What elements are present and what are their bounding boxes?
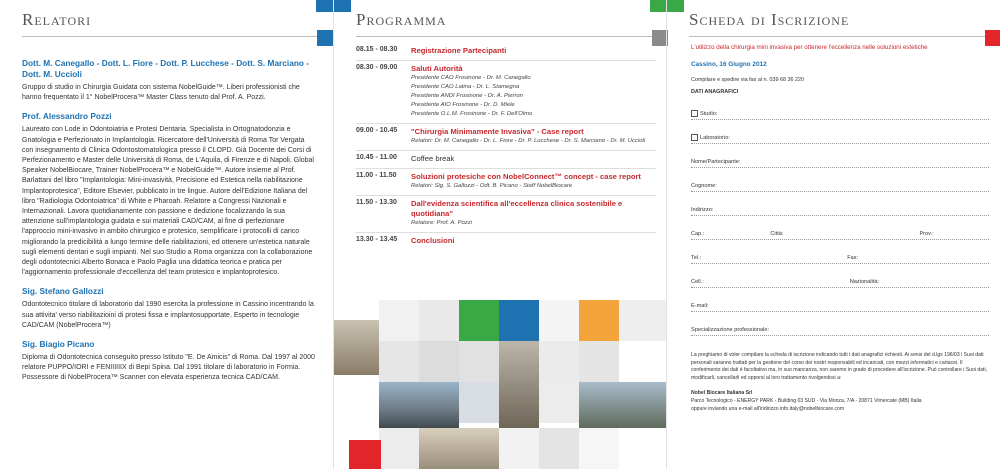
mosaic-tile bbox=[539, 300, 579, 341]
mosaic-tile bbox=[539, 428, 579, 469]
email-label: E-mail: bbox=[691, 303, 709, 309]
relatori-title: Relatori bbox=[22, 10, 92, 29]
scheda-header bbox=[689, 10, 1000, 42]
program-time: 10.45 - 11.00 bbox=[356, 154, 397, 161]
pozzi-name: Prof. Alessandro Pozzi bbox=[22, 111, 112, 122]
email-field[interactable] bbox=[691, 288, 989, 312]
program-row bbox=[356, 123, 656, 150]
specializzazione-label: Specializzazione professionale: bbox=[691, 327, 770, 333]
studio-label: Studio: bbox=[700, 110, 718, 117]
program-time: 09.00 - 10.45 bbox=[356, 127, 398, 134]
program-row bbox=[356, 60, 656, 123]
cognome-field[interactable] bbox=[691, 168, 989, 192]
program-row bbox=[356, 43, 656, 60]
program-sub: Relatori: Sig. S. Gallozzi - Odt. B. Picano - Staff NobelBiocare bbox=[411, 183, 573, 189]
program-sub: Relatore: Prof. A. Pozzi bbox=[411, 220, 473, 226]
company-name: Nobel Biocare Italiana Srl bbox=[691, 390, 753, 397]
picano-name: Sig. Biagio Picano bbox=[22, 339, 95, 350]
laboratorio-label: Laboratorio: bbox=[700, 134, 730, 141]
image-mosaic bbox=[334, 300, 667, 469]
photo-landscape bbox=[579, 382, 667, 428]
photo-cloister bbox=[419, 428, 499, 469]
tel-label: Tel.: bbox=[691, 255, 702, 261]
gallozzi-bio: Odontotecnico titolare di laboratorio dal 1990 esercita la professione in Cassino incentrando la sua attivita' verso riabilitazioini di protesi fissa e implantosupportate. Esperto in tecnologie CAD/CAM (NobelProcera™) bbox=[22, 301, 314, 329]
citta-label: Città: bbox=[770, 231, 784, 237]
header-rule bbox=[689, 36, 1000, 37]
mosaic-tile-orange bbox=[579, 300, 619, 341]
mosaic-tile bbox=[379, 341, 419, 382]
cell-label: Cell.: bbox=[691, 279, 704, 285]
mosaic-tile bbox=[459, 382, 499, 423]
relatori-header bbox=[22, 10, 333, 42]
mosaic-tile bbox=[539, 382, 579, 423]
program-title: Soluzioni protesiche con NobelConnect™ concept - case report bbox=[411, 172, 641, 181]
mosaic-tile bbox=[539, 341, 579, 382]
company-address: Parco Tecnologico - ENERGY PARK - Building 03 SUD - Via Monza, 7/A - 20871 Vimercate (MB) Italia bbox=[691, 397, 922, 404]
studio-checkbox[interactable] bbox=[691, 110, 698, 117]
relatori-panel bbox=[0, 0, 333, 469]
header-rule bbox=[356, 36, 667, 37]
program-row bbox=[356, 168, 656, 195]
scheda-panel bbox=[666, 0, 1000, 469]
laboratorio-field[interactable] bbox=[691, 120, 989, 144]
blue-corner-square bbox=[334, 0, 351, 12]
form-body bbox=[691, 44, 989, 413]
blue-corner-square bbox=[316, 0, 333, 12]
mosaic-tile bbox=[419, 300, 459, 341]
cap-label: Cap.: bbox=[691, 231, 705, 237]
blue-square bbox=[317, 30, 333, 46]
photo-abbey-view bbox=[379, 382, 459, 428]
program-time: 11.00 - 11.50 bbox=[356, 172, 397, 179]
mosaic-tile bbox=[579, 428, 619, 469]
mosaic-tile bbox=[619, 300, 667, 341]
gallozzi-name: Sig. Stefano Gallozzi bbox=[22, 286, 104, 297]
mosaic-tile bbox=[579, 341, 619, 382]
cell-nazionalita-field[interactable] bbox=[691, 264, 989, 288]
picano-bio: Diploma di Odontotecnica conseguito presso Istituto "E. De Amicis" di Roma. Dal 1997 al 2000 relatore PUPPO/IORI e FENIIIIIIX di Bepi Spina. Dal 1991 titolare di laboratorio in Formia. Possessore di NobelProcera™ Scanner con elevata esperienza tecnica CAD/CAM. bbox=[22, 354, 315, 382]
program-row bbox=[356, 195, 656, 232]
dati-anagrafici-label: DATI ANAGRAFICI bbox=[691, 89, 739, 95]
relatori-body bbox=[22, 58, 316, 384]
programma-header bbox=[356, 10, 667, 42]
team-bio: Gruppo di studio in Chirurgia Guidata con sistema NobelGuide™. Liberi professionisti che hanno frequentato il 1° NobelProcera™ Master Class tenuto dal Prof. A. Pozzi. bbox=[22, 84, 300, 102]
program-time: 08.15 - 08.30 bbox=[356, 46, 398, 53]
programma-panel bbox=[333, 0, 667, 469]
program-sub: Presidente ANDI Frosinone - Dr. A. Pierron bbox=[411, 93, 523, 99]
program-title: Conclusioni bbox=[411, 236, 455, 245]
programma-title: Programma bbox=[356, 10, 447, 29]
mosaic-tile bbox=[379, 300, 419, 341]
studio-field[interactable] bbox=[691, 96, 989, 120]
partecipante-field[interactable] bbox=[691, 144, 989, 168]
event-date: Cassino, 16 Giugno 2012 bbox=[691, 61, 767, 68]
photo-stone bbox=[499, 341, 539, 428]
privacy-notice: La preghiamo di voler compilare la scheda di iscrizione indicando tutti i dati anagrafici richiesti. Ai sensi del d.lgs 196/03 i Suoi dati personali saranno trattati per la gestione del corso dei nostri responsabili ed incaricati, con mezzi informatici e cartacei. Il conferimento dei dati è facoltativo ma, in suo mancanza, non saremo in grado di procedere all'iscrizione. Può controllare i Suoi dati, modificarli, cancellarli ed opporsi al loro trattamento rivolgendosi a: bbox=[691, 352, 988, 381]
company-email: oppure inviando una e-mail all'indirizzo info.italy@nobelbiocare.com bbox=[691, 405, 845, 412]
header-rule bbox=[22, 36, 333, 37]
mosaic-tile bbox=[419, 341, 459, 382]
partecipante-label: Nome/Partecipante: bbox=[691, 159, 741, 165]
program-row bbox=[356, 150, 656, 168]
company-info bbox=[691, 390, 989, 413]
indirizzo-field[interactable] bbox=[691, 192, 989, 216]
cap-citta-prov-field[interactable] bbox=[691, 216, 989, 240]
program-title: "Chirurgia Minimamente Invasiva" - Case report bbox=[411, 127, 584, 136]
cognome-label: Cognome: bbox=[691, 183, 717, 189]
mosaic-tile bbox=[499, 428, 539, 469]
program-time: 13.30 - 13.45 bbox=[356, 236, 398, 243]
mosaic-tile-green bbox=[459, 300, 499, 341]
photo-arch bbox=[334, 320, 379, 375]
mosaic-tile-red bbox=[349, 440, 381, 469]
program-sub: Presidente CAO Latina - Dr. L. Stamegna bbox=[411, 84, 520, 90]
program-title: Dall'evidenza scientifica all'eccellenza clinica sostenibile e quotidiana" bbox=[411, 199, 623, 218]
program-title: Saluti Autorità bbox=[411, 64, 463, 73]
mosaic-tile bbox=[379, 428, 419, 469]
program-list bbox=[356, 43, 656, 250]
program-sub: Presidente CAO Frosinone - Dr. M. Canegallo bbox=[411, 75, 531, 81]
mosaic-tile-blue bbox=[499, 300, 539, 341]
indirizzo-label: Indirizzo: bbox=[691, 207, 714, 213]
program-row bbox=[356, 232, 656, 250]
mosaic-tile bbox=[459, 341, 499, 382]
program-title: Registrazione Partecipanti bbox=[411, 46, 507, 55]
scheda-title: Scheda di Iscrizione bbox=[689, 10, 850, 29]
prov-label: Prov.: bbox=[919, 231, 934, 237]
team-name: Dott. M. Canegallo - Dott. L. Fiore - Dott. P. Lucchese - Dott. S. Marciano - Dott. M. Uccioli bbox=[22, 58, 310, 79]
program-time: 11.50 - 13.30 bbox=[356, 199, 397, 206]
tel-fax-field[interactable] bbox=[691, 240, 989, 264]
fax-label: Fax: bbox=[847, 255, 859, 261]
form-intro: L'utilizzo della chirurgia mini invasiva per ottenere l'eccellenza nelle soluzioni estetiche bbox=[691, 44, 928, 51]
program-sub: Relatori: Dr. M. Canegallo - Dr. L. Fiore - Dr. P. Lucchese - Dr. S. Marciano - Dr. M. Uccioli bbox=[411, 138, 646, 144]
laboratorio-checkbox[interactable] bbox=[691, 134, 698, 141]
nazionalita-label: Nazionalità: bbox=[849, 279, 879, 285]
program-title: Coffee break bbox=[411, 154, 455, 163]
program-sub: Presidente O.L.M. Frosinone - Dr. F. Dell'Olmo bbox=[411, 111, 533, 117]
program-sub: Presidente AIO Frosinone - Dr. D. Miele bbox=[411, 102, 515, 108]
green-corner-square bbox=[667, 0, 684, 12]
fax-instruction: Compilare e spedire via fax al n. 039 68 36 220 bbox=[691, 77, 804, 83]
pozzi-bio: Laureato con Lode in Odontoiatria e Protesi Dentaria. Specialista in Ortognatodonzia e Gnatologia e Perfezionato in Implantologia. Ricercatore dell'Università di Roma Tor Vergata con insegnamento di Clinica Odontostomatologica presso il CLOPD. Già Docente dei Corsi di Perfezionamento e Master delle Università di Roma, de L'Aquila, di Firenze e di Napoli. Global Speaker NobelBiocare, Trainer NobelProcera™ e NobelGuide™. Autore insieme al Prof. Barlattani del libro "Implantologia: Mini-invasività, Precisione ed Estetica nella riabilitazione Implantoprotesica", Editore Elsevier, pubblicato in tre lingue. Autore dell'Edizione Italiana del libro "Radiologia Odontoiatrica" di White e Pharoah. Relatore a Congressi Nazionali e Internazionali. Lavora quotidianamente con passione e dedizione focalizzando la sua attenzione sull'implantologia guidata e sui materiali CAD/CAM, al fine di perfezionare l'approccio mini-invasivo in ambito chirurgico e protesico, semplificare i protocolli di carico migliorando la predicibilità a lungo termine delle riabilitazioni, ed ottenere un'estetica naturale sugli elementi dentari e sugli impianti. Nel suo Studio a Roma organizza con la collaborazione degli odontotecnici Alberto Bonaca e Paolo Paglia una didattica teorica e pratica per l'aggiornamento professionale d'eccellenza del team protesico e implantoprotesico. bbox=[22, 126, 314, 277]
program-time: 08.30 - 09.00 bbox=[356, 64, 398, 71]
specializzazione-field[interactable] bbox=[691, 312, 989, 336]
